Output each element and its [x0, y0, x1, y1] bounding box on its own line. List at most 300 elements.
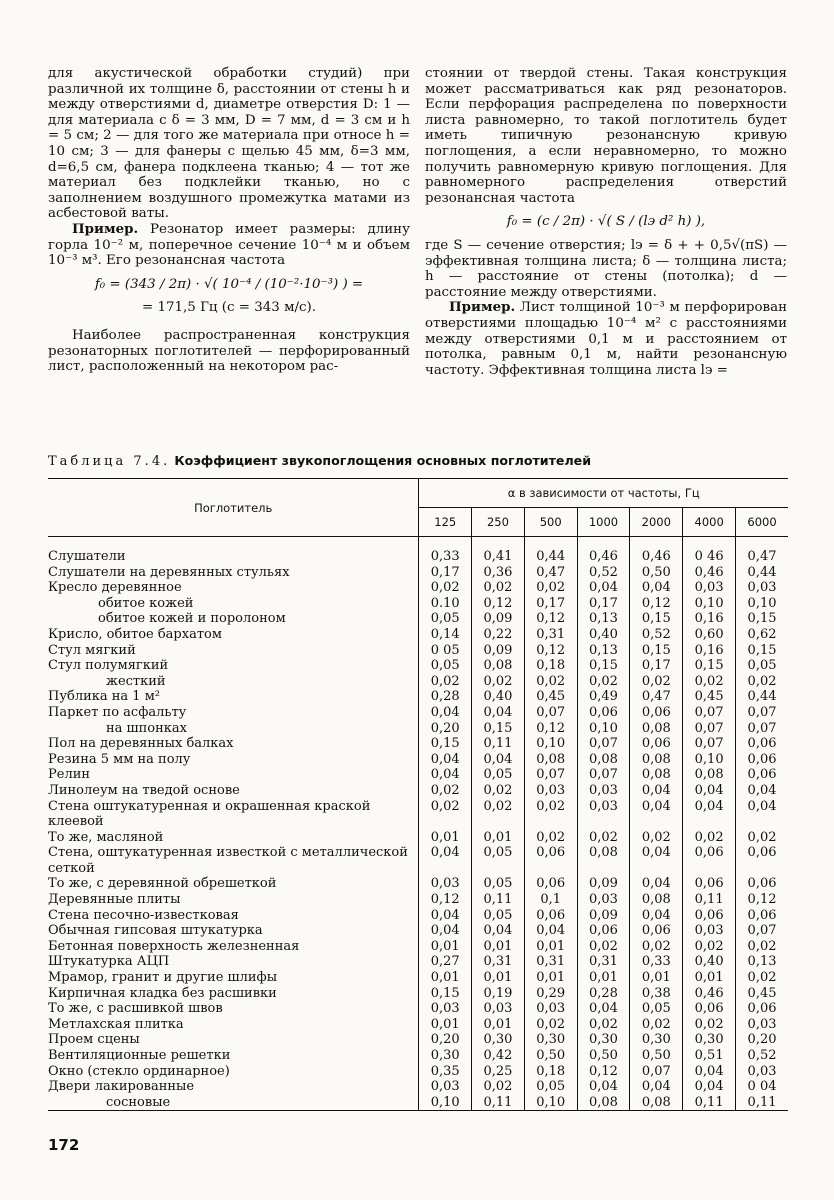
absorption-value: 0,04 [630, 783, 683, 799]
table-row [48, 954, 788, 970]
absorption-value: 0,45 [524, 689, 577, 705]
absorption-value: 0,02 [577, 1017, 630, 1033]
absorption-value: 0,33 [419, 549, 472, 565]
absorption-value: 0,1 [524, 892, 577, 908]
absorption-value: 0,04 [683, 1064, 736, 1080]
absorber-name: Крисло, обитое бархатом [48, 626, 222, 642]
absorption-value: 0,47 [524, 565, 577, 581]
table-row [48, 627, 788, 643]
absorption-value: 0,19 [472, 986, 525, 1002]
absorption-value: 0,12 [524, 611, 577, 627]
table-row [48, 611, 788, 627]
absorption-value: 0,07 [577, 767, 630, 783]
absorption-value: 0,46 [683, 565, 736, 581]
example-label: Пример. [449, 299, 516, 316]
absorption-value: 0,02 [736, 830, 788, 846]
absorption-value: 0,01 [419, 1017, 472, 1033]
absorption-value: 0,62 [736, 627, 788, 643]
absorption-value: 0,11 [683, 892, 736, 908]
freq-header: 500 [524, 508, 577, 537]
absorption-value: 0,06 [683, 908, 736, 924]
absorber-name: Штукатурка АЦП [48, 954, 170, 970]
table-row [48, 721, 788, 737]
absorption-value: 0,08 [472, 658, 525, 674]
absorption-value: 0,02 [419, 799, 472, 830]
absorption-value: 0,04 [472, 752, 525, 768]
perforated-formula: f₀ = (c / 2π) · √( S / (lэ d² h) ), [506, 214, 706, 230]
absorption-value: 0,45 [683, 689, 736, 705]
resonance-formula: f₀ = (343 / 2π) · √( 10⁻⁴ / (10⁻²·10⁻³) ) = [94, 276, 364, 292]
absorber-name: Обычная гипсовая штукатурка [48, 923, 263, 939]
absorption-value: 0,07 [683, 705, 736, 721]
table-row [48, 580, 788, 596]
table-row [48, 674, 788, 690]
table-row [48, 1017, 788, 1033]
absorber-name: Бетонная поверхность железненная [48, 938, 300, 954]
absorption-value: 0,10 [577, 721, 630, 737]
absorption-value: 0,01 [472, 830, 525, 846]
absorption-value: 0,02 [419, 674, 472, 690]
absorption-value: 0,04 [630, 876, 683, 892]
absorption-value: 0,01 [577, 970, 630, 986]
table-number: Таблица 7.4. [48, 454, 171, 469]
absorption-value: 0,07 [524, 705, 577, 721]
absorption-value: 0,02 [472, 799, 525, 830]
absorption-value: 0,30 [419, 1048, 472, 1064]
absorption-value: 0,06 [736, 876, 788, 892]
absorption-value: 0,15 [577, 658, 630, 674]
absorption-value: 0,01 [472, 1017, 525, 1033]
absorption-value: 0,14 [419, 627, 472, 643]
absorption-value: 0,28 [577, 986, 630, 1002]
absorption-value: 0,02 [577, 674, 630, 690]
absorption-value: 0,45 [736, 986, 788, 1002]
absorption-value: 0,02 [630, 1017, 683, 1033]
absorption-value: 0,17 [630, 658, 683, 674]
right-paragraph-1: стоянии от твердой стены. Такая конструкция может рассматриваться как ряд резонаторов. Если перфорация распределена по поверхности листа равномерно, то такой поглотитель будет иметь типичную резонансную кривую поглощения, а если неравномерно, то можно получить равномерную кривую поглощения. Для равномерного распределения отверстий резонансная частота [425, 66, 787, 206]
absorption-value: 0,02 [683, 939, 736, 955]
absorption-value: 0,47 [736, 549, 788, 565]
absorption-value: 0,04 [419, 767, 472, 783]
absorption-value: 0,06 [524, 908, 577, 924]
absorption-value: 0,44 [524, 549, 577, 565]
absorption-value: 0,28 [419, 689, 472, 705]
freq-header: 1000 [577, 508, 630, 537]
absorption-value: 0,08 [577, 752, 630, 768]
absorption-value: 0,09 [472, 643, 525, 659]
absorption-value: 0,30 [683, 1032, 736, 1048]
absorption-value: 0,02 [630, 830, 683, 846]
absorption-value: 0,10 [524, 1095, 577, 1111]
absorption-value: 0 05 [419, 643, 472, 659]
absorption-value: 0,11 [472, 736, 525, 752]
absorption-value: 0,04 [419, 845, 472, 876]
absorption-value: 0,52 [736, 1048, 788, 1064]
absorber-name: Публика на 1 м² [48, 689, 161, 705]
absorption-value: 0,02 [577, 939, 630, 955]
absorption-value: 0,08 [630, 767, 683, 783]
absorption-value: 0,05 [419, 658, 472, 674]
absorption-value: 0,18 [524, 1064, 577, 1080]
absorption-value: 0,06 [683, 1001, 736, 1017]
table-row [48, 845, 788, 876]
absorption-value: 0,06 [736, 767, 788, 783]
absorption-value: 0,03 [577, 799, 630, 830]
table-row [48, 799, 788, 830]
table-row [48, 689, 788, 705]
absorption-value: 0,08 [630, 892, 683, 908]
absorption-value: 0,04 [419, 705, 472, 721]
absorption-value: 0,04 [736, 783, 788, 799]
absorption-value: 0,11 [472, 892, 525, 908]
absorption-value: 0,10 [736, 596, 788, 612]
absorption-value: 0,08 [577, 1095, 630, 1111]
absorption-value: 0,04 [630, 908, 683, 924]
table-row [48, 549, 788, 565]
absorption-value: 0,25 [472, 1064, 525, 1080]
absorption-value: 0,08 [683, 767, 736, 783]
freq-header: 4000 [683, 508, 736, 537]
absorption-value: 0,02 [472, 674, 525, 690]
absorption-value: 0,04 [577, 580, 630, 596]
absorption-value: 0.10 [419, 596, 472, 612]
absorption-value: 0,10 [683, 752, 736, 768]
absorption-value: 0,03 [419, 1079, 472, 1095]
absorption-value: 0,05 [524, 1079, 577, 1095]
absorption-value: 0,15 [736, 643, 788, 659]
absorption-value: 0,01 [630, 970, 683, 986]
header-absorber: Поглотитель [48, 479, 419, 537]
table-row [48, 970, 788, 986]
absorption-value: 0,50 [630, 565, 683, 581]
right-example [425, 300, 787, 378]
absorption-value: 0,01 [524, 970, 577, 986]
header-frequency: α в зависимости от частоты, Гц [419, 479, 788, 508]
absorption-value: 0,02 [524, 1017, 577, 1033]
absorption-value: 0,02 [577, 830, 630, 846]
absorption-value: 0,30 [472, 1032, 525, 1048]
absorption-value: 0,03 [683, 580, 736, 596]
absorption-value: 0,04 [630, 1079, 683, 1095]
absorber-name: Кирпичная кладка без расшивки [48, 985, 277, 1001]
absorption-value: 0,06 [630, 736, 683, 752]
absorption-value: 0,06 [577, 923, 630, 939]
absorber-name: Стена оштукатуренная и окрашенная краской клеевой [48, 798, 371, 830]
absorber-name: То же, масляной [48, 829, 164, 845]
absorber-name: Деревянные плиты [48, 892, 181, 908]
absorption-value: 0,07 [577, 736, 630, 752]
absorption-value: 0,12 [630, 596, 683, 612]
absorption-value: 0,01 [419, 830, 472, 846]
absorption-value: 0,38 [630, 986, 683, 1002]
absorption-value: 0,11 [472, 1095, 525, 1111]
absorption-value: 0,04 [419, 752, 472, 768]
absorption-value: 0,40 [472, 689, 525, 705]
absorber-name: Проем сцены [48, 1032, 140, 1048]
absorption-value: 0,01 [419, 939, 472, 955]
absorption-value: 0,08 [630, 721, 683, 737]
absorption-value: 0,60 [683, 627, 736, 643]
absorption-value: 0,06 [736, 736, 788, 752]
absorber-name: Двери лакированные [48, 1079, 195, 1095]
absorber-name: Слушатели [48, 549, 126, 564]
absorption-value: 0,40 [683, 954, 736, 970]
absorption-value: 0,10 [419, 1095, 472, 1111]
absorption-value: 0,12 [419, 892, 472, 908]
absorption-value: 0,04 [630, 845, 683, 876]
absorption-value: 0,12 [472, 596, 525, 612]
absorption-value: 0,03 [736, 580, 788, 596]
absorption-value: 0,05 [630, 1001, 683, 1017]
example-label: Пример. [72, 220, 139, 237]
table-row [48, 767, 788, 783]
absorption-value: 0,50 [630, 1048, 683, 1064]
absorption-value: 0,02 [630, 939, 683, 955]
absorption-value: 0,20 [736, 1032, 788, 1048]
absorption-value: 0,12 [736, 892, 788, 908]
absorption-value: 0,07 [736, 923, 788, 939]
absorption-value: 0,36 [472, 565, 525, 581]
table-row [48, 565, 788, 581]
absorption-value: 0,04 [577, 1079, 630, 1095]
absorption-value: 0,44 [736, 565, 788, 581]
absorption-value: 0,15 [419, 736, 472, 752]
absorption-value: 0,50 [524, 1048, 577, 1064]
absorption-value: 0,22 [472, 627, 525, 643]
absorption-value: 0,51 [683, 1048, 736, 1064]
table-row [48, 939, 788, 955]
absorption-value: 0,12 [577, 1064, 630, 1080]
absorption-value: 0,05 [472, 845, 525, 876]
absorption-value: 0,10 [683, 596, 736, 612]
absorption-table [48, 478, 788, 1111]
absorption-value: 0,04 [472, 923, 525, 939]
absorption-value: 0,07 [683, 721, 736, 737]
absorption-value: 0,01 [472, 970, 525, 986]
absorption-value: 0,08 [577, 845, 630, 876]
absorption-value: 0,06 [577, 705, 630, 721]
absorption-value: 0,06 [736, 1001, 788, 1017]
left-text-column [48, 66, 410, 375]
absorption-value: 0,03 [419, 1001, 472, 1017]
absorption-value: 0,47 [630, 689, 683, 705]
table-row [48, 1079, 788, 1095]
absorber-name: Линолеум на тведой основе [48, 782, 240, 798]
absorption-value: 0,44 [736, 689, 788, 705]
absorption-value: 0,02 [683, 674, 736, 690]
absorption-value: 0,01 [683, 970, 736, 986]
table-row [48, 1095, 788, 1111]
absorption-value: 0,13 [577, 611, 630, 627]
absorption-value: 0,02 [419, 580, 472, 596]
absorption-value: 0,18 [524, 658, 577, 674]
table-row [48, 1064, 788, 1080]
absorption-value: 0,31 [472, 954, 525, 970]
absorber-name: Пол на деревянных балках [48, 736, 234, 752]
absorption-value: 0,16 [683, 643, 736, 659]
left-paragraph-2: Наиболее распространенная конструкция резонаторных поглотителей — перфорированный лист, расположенный на некотором рас- [48, 327, 410, 375]
absorption-value: 0,04 [472, 705, 525, 721]
absorption-value: 0,02 [524, 674, 577, 690]
absorption-value: 0,04 [630, 580, 683, 596]
absorption-value: 0,15 [683, 658, 736, 674]
absorption-value: 0,30 [524, 1032, 577, 1048]
absorption-value: 0,16 [683, 611, 736, 627]
absorber-name: Слушатели на деревянных стульях [48, 564, 290, 580]
absorber-name: Паркет по асфальту [48, 704, 187, 720]
absorption-value: 0,02 [524, 580, 577, 596]
absorption-value: 0,06 [736, 845, 788, 876]
absorption-value: 0,04 [524, 923, 577, 939]
absorption-value: 0,04 [683, 783, 736, 799]
absorber-name: сосновые [48, 1095, 419, 1111]
absorption-value: 0,46 [630, 549, 683, 565]
absorption-value: 0,02 [472, 783, 525, 799]
table-row [48, 643, 788, 659]
table-caption [48, 453, 788, 469]
absorption-value: 0,01 [472, 939, 525, 955]
right-paragraph-2: где S — сечение отверстия; lэ = δ + + 0,5√(πS) — эффективная толщина листа; δ — толщина листа; h — расстояние от стены (потолка); d — расстояние между отверстиями. [425, 237, 787, 300]
absorption-value: 0,03 [524, 1001, 577, 1017]
absorption-value: 0,07 [736, 721, 788, 737]
absorption-value: 0,02 [524, 799, 577, 830]
absorption-value: 0,02 [630, 674, 683, 690]
absorption-value: 0,05 [472, 876, 525, 892]
absorption-value: 0,02 [736, 970, 788, 986]
absorption-value: 0,03 [683, 923, 736, 939]
freq-header: 125 [419, 508, 472, 537]
absorber-name: То же, с деревянной обрешеткой [48, 876, 277, 892]
absorption-value: 0,50 [577, 1048, 630, 1064]
absorption-value: 0,40 [577, 627, 630, 643]
table-row [48, 876, 788, 892]
absorption-value: 0,30 [577, 1032, 630, 1048]
absorption-value: 0,07 [630, 1064, 683, 1080]
absorption-value: 0,31 [524, 954, 577, 970]
freq-header: 2000 [630, 508, 683, 537]
freq-header: 6000 [736, 508, 788, 537]
table-row [48, 986, 788, 1002]
absorption-value: 0,02 [419, 783, 472, 799]
absorption-value: 0,04 [577, 1001, 630, 1017]
table-row [48, 908, 788, 924]
absorption-value: 0,04 [736, 799, 788, 830]
absorption-value: 0,03 [419, 876, 472, 892]
absorption-value: 0,01 [524, 939, 577, 955]
absorption-value: 0,10 [524, 736, 577, 752]
table-row [48, 736, 788, 752]
absorber-name: Метлахская плитка [48, 1016, 184, 1032]
page-number: 172 [48, 1136, 80, 1154]
table-body [48, 537, 788, 1111]
absorber-name: Окно (стекло ординарное) [48, 1063, 230, 1079]
absorption-value: 0,07 [524, 767, 577, 783]
absorption-value: 0,42 [472, 1048, 525, 1064]
absorber-name: Релин [48, 767, 91, 783]
absorption-value: 0,31 [577, 954, 630, 970]
absorption-value: 0,12 [524, 721, 577, 737]
absorption-value: 0,08 [630, 752, 683, 768]
absorption-value: 0,11 [736, 1095, 788, 1111]
absorption-value: 0,12 [524, 643, 577, 659]
absorption-value: 0,17 [419, 565, 472, 581]
absorption-value: 0,08 [630, 1095, 683, 1111]
table-row [48, 1048, 788, 1064]
absorption-value: 0,03 [577, 783, 630, 799]
absorption-value: 0,03 [736, 1064, 788, 1080]
absorption-value: 0 04 [736, 1079, 788, 1095]
absorption-value: 0,20 [419, 721, 472, 737]
absorption-value: 0,46 [683, 986, 736, 1002]
absorption-value: 0,06 [630, 705, 683, 721]
table-row [48, 658, 788, 674]
absorption-value: 0,04 [419, 923, 472, 939]
absorption-value: 0,35 [419, 1064, 472, 1080]
freq-header: 250 [472, 508, 525, 537]
absorption-value: 0,15 [472, 721, 525, 737]
table-row [48, 705, 788, 721]
absorber-name: Стул полумягкий [48, 658, 169, 674]
absorber-name: жесткий [106, 673, 166, 689]
absorption-value: 0,05 [472, 767, 525, 783]
left-paragraph-1: для акустической обработки студий) при различной их толщине δ, расстоянии от стены h и между отверстиями d, диаметре отверстия D: 1 — для материала с δ = 3 мм, D = 7 мм, d = 3 см и h = 5 см; 2 — для того же материала при относе h = 10 см; 3 — для фанеры с щелью 45 мм, δ=3 мм, d=6,5 см, фанера подклеена тканью; 4 — тот же материал без подклейки тканью, но с заполнением воздушного промежутка матами из асбестовой ваты. [48, 66, 410, 222]
table-row [48, 752, 788, 768]
table-row [48, 1032, 788, 1048]
absorption-value: 0,06 [630, 923, 683, 939]
absorber-name: на шпонках [106, 720, 187, 736]
absorption-value: 0,02 [524, 830, 577, 846]
absorber-name: Вентиляционные решетки [48, 1048, 231, 1063]
absorption-value: 0,30 [630, 1032, 683, 1048]
absorber-name: Кресло деревянное [48, 580, 182, 596]
absorption-value: 0,41 [472, 549, 525, 565]
absorption-value: 0,17 [524, 596, 577, 612]
resonance-result: = 171,5 Гц (c = 343 м/с). [142, 300, 316, 316]
absorption-value: 0,09 [577, 908, 630, 924]
example-text: Резонатор имеет размеры: длину горла 10⁻² м, поперечное сечение 10⁻⁴ м и объем 10⁻³ м³. Его резонансная частота [48, 221, 410, 269]
table-title: Коэффициент звукопоглощения основных поглотителей [174, 453, 592, 468]
absorption-value: 0,15 [419, 986, 472, 1002]
absorption-value: 0,04 [683, 799, 736, 830]
absorption-value: 0,02 [736, 939, 788, 955]
absorber-name: Мрамор, гранит и другие шлифы [48, 970, 278, 986]
absorption-value: 0,15 [736, 611, 788, 627]
absorption-value: 0,06 [683, 845, 736, 876]
absorber-name: обитое кожей и поролоном [98, 611, 286, 627]
absorption-value: 0,15 [630, 611, 683, 627]
absorption-value: 0,02 [683, 1017, 736, 1033]
absorption-value: 0,33 [630, 954, 683, 970]
absorption-value: 0,13 [736, 954, 788, 970]
absorption-value: 0,02 [736, 674, 788, 690]
absorption-value: 0,27 [419, 954, 472, 970]
absorption-value: 0,05 [472, 908, 525, 924]
absorption-value: 0,01 [419, 970, 472, 986]
absorption-value: 0,46 [577, 549, 630, 565]
absorber-name: Стена песочно-известковая [48, 907, 239, 923]
absorption-value: 0,02 [472, 1079, 525, 1095]
absorber-name: Резина 5 мм на полу [48, 751, 191, 767]
absorption-value: 0,11 [683, 1095, 736, 1111]
table-row [48, 596, 788, 612]
table-row [48, 830, 788, 846]
absorption-value: 0,09 [472, 611, 525, 627]
absorption-value: 0,31 [524, 627, 577, 643]
absorber-name: Стул мягкий [48, 642, 136, 658]
absorption-value: 0,07 [683, 736, 736, 752]
absorption-value: 0 46 [683, 549, 736, 565]
absorption-value: 0,02 [683, 830, 736, 846]
